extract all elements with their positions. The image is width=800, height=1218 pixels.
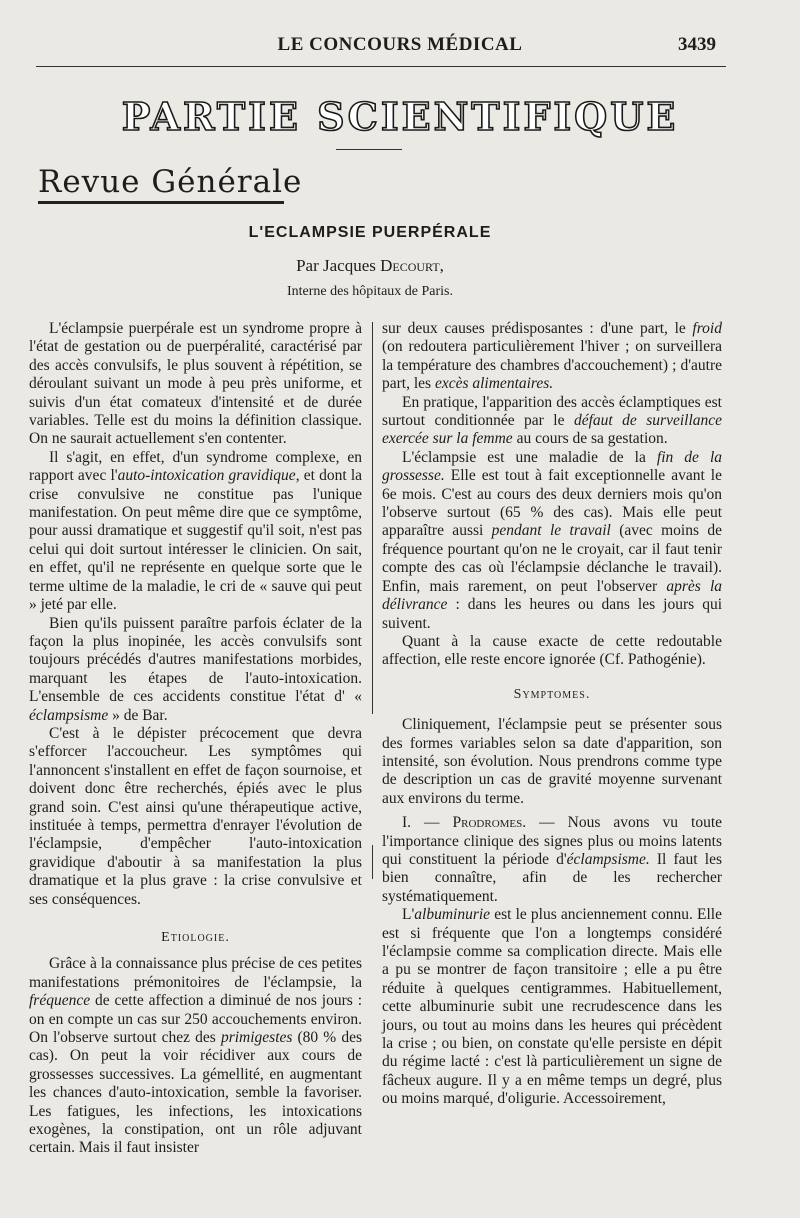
- paragraph: Il s'agit, en effet, d'un syndrome complexe, en rapport avec l'auto-intoxication gravidique, et dont la crise convulsive ne constitue pas l'unique manifestation. On peut même dire que ce symptôme, pour aussi dramatique et suggestif qu'il soit, n'est pas celui qui doit surtout intéresser le clinicien. On sait, en effet, qu'il ne représente en quelque sorte que le terme ultime de la maladie, le cri de « sauve qui peut » jeté par elle.: [29, 448, 362, 614]
- paragraph: C'est à le dépister précocement que devra s'efforcer l'accoucheur. Les symptômes qui l'annoncent s'installent en effet de façon sournoise, et doivent donc être recherchés, épiés avec le plus grand soin. C'est ainsi qu'une thérapeutique active, instituée à temps, permettra d'enrayer l'évolution de l'éclampsie, d'empêcher l'auto-intoxication gravidique d'aboutir à sa manifestation la plus dramatique et la plus grave : la crise convulsive et ses conséquences.: [29, 724, 362, 908]
- paragraph: En pratique, l'apparition des accès éclamptiques est surtout conditionnée par le défaut de surveillance exercée sur la femme au cours de sa gestation.: [382, 393, 723, 448]
- paragraph: Cliniquement, l'éclampsie peut se présenter sous des formes variables selon sa date d'apparition, son intensité, son évolution. Nous prendrons comme type de description un cas de gravité moyenne survenant aux environs du terme.: [382, 716, 722, 807]
- prodromes-heading: I. — Prodromes.: [402, 814, 527, 832]
- left-column: [29, 320, 362, 1158]
- paragraph: Bien qu'ils puissent paraître parfois éclater de la façon la plus inopinée, les accès convulsifs sont toujours précédés d'autres manifestations morbides, marquant les étapes de l'auto-intoxication. L'ensemble de ces accidents constitue l'état d' « éclampsisme » de Bar.: [29, 614, 362, 724]
- paragraph: Grâce à la connaissance plus précise de ces petites manifestations prémonitoires de l'éclampsie, la fréquence de cette affection a diminué de nos jours : on en compte un cas sur 250 accouchements environ. On l'observe surtout chez des primigestes (80 % des cas). On peut la voir récidiver aux cours de grossesses successives. La gémellité, en augmentant les chances d'auto-intoxication, semble la favoriser. Les fatigues, les infections, les intoxications exogènes, la constipation, ont un rôle adjuvant certain. Mais il faut insister: [29, 955, 362, 1157]
- column-divider: [372, 322, 373, 714]
- author-name: Decourt,: [380, 256, 444, 275]
- rubric-heading: Revue Générale: [38, 164, 303, 200]
- paragraph: I. — Prodromes. — Nous avons vu toute l'importance clinique des signes plus ou moins latents qui constituent la période d'éclampsisme. Il faut les bien connaître, afin de les rechercher systématiquement.: [382, 814, 723, 905]
- journal-title: LE CONCOURS MÉDICAL: [277, 34, 523, 55]
- paragraph: L'éclampsie est une maladie de la fin de la grossesse. Elle est tout à fait exceptionnelle avant le 6e mois. C'est au cours des deux derniers mois qu'on l'observe surtout (65 % des cas). Mais elle peut apparaître aussi pendant le travail (avec moins de fréquence pourtant qu'on ne le croyait, car il faut tenir compte des cas où l'éclampsie déclanche le travail). Enfin, mais rarement, on peut l'observer après la délivrance : dans les heures ou dans les jours qui suivent.: [382, 448, 722, 632]
- header-rule: [36, 66, 726, 67]
- subheading-symptomes: Symptomes.: [513, 686, 591, 702]
- section-rule: [336, 149, 402, 150]
- article-title: L'ECLAMPSIE PUERPÉRALE: [248, 224, 492, 241]
- page-number: 3439: [678, 34, 716, 55]
- author-prefix: Par Jacques: [296, 256, 381, 275]
- column-divider-lower: [372, 845, 373, 879]
- author-line: [0, 256, 740, 276]
- subheading-etiologie: Etiologie.: [161, 930, 230, 945]
- right-column: [382, 320, 722, 1109]
- author-title: Interne des hôpitaux de Paris.: [286, 284, 453, 299]
- paragraph: sur deux causes prédisposantes : d'une part, le froid (on redoutera particulièrement l'hiver ; on surveillera la température des chambres d'accouchement) ; d'autre part, les excès alimentaires.: [382, 320, 722, 393]
- paragraph: L'éclampsie puerpérale est un syndrome propre à l'état de gestation ou de puerpéralité, caractérisé par des accès convulsifs, le plus souvent à répétition, se déroulant suivant un mode à peu près uniforme, et suivis d'un état comateux d'intensité et de durée variables. Telle est du moins la définition classique. On ne saurait actuellement s'en contenter.: [29, 320, 362, 448]
- section-title: PARTIE SCIENTIFIQUE: [121, 94, 679, 139]
- running-head: [0, 32, 800, 60]
- paragraph: Quant à la cause exacte de cette redoutable affection, elle reste encore ignorée (Cf. Pathogénie).: [382, 632, 722, 669]
- rubric-underline: [38, 201, 284, 204]
- paragraph: L'albuminurie est le plus anciennement connu. Elle est si fréquente que l'on a longtemps considéré l'éclampsie comme sa complication directe. Mais elle a pu se montrer de façon transitoire ; elle a pu être réduite à quelques centigrammes. Habituellement, cette albuminurie subit une recrudescence dans les jours, ou tout au moins dans les heures qui précèdent la crise ; ou bien, on constate qu'elle persiste en dépit du régime lacté : c'est là particulièrement un signe de fâcheux augure. Il y a en même temps un degré, plus ou moins marqué, d'oligurie. Accessoirement,: [382, 906, 722, 1108]
